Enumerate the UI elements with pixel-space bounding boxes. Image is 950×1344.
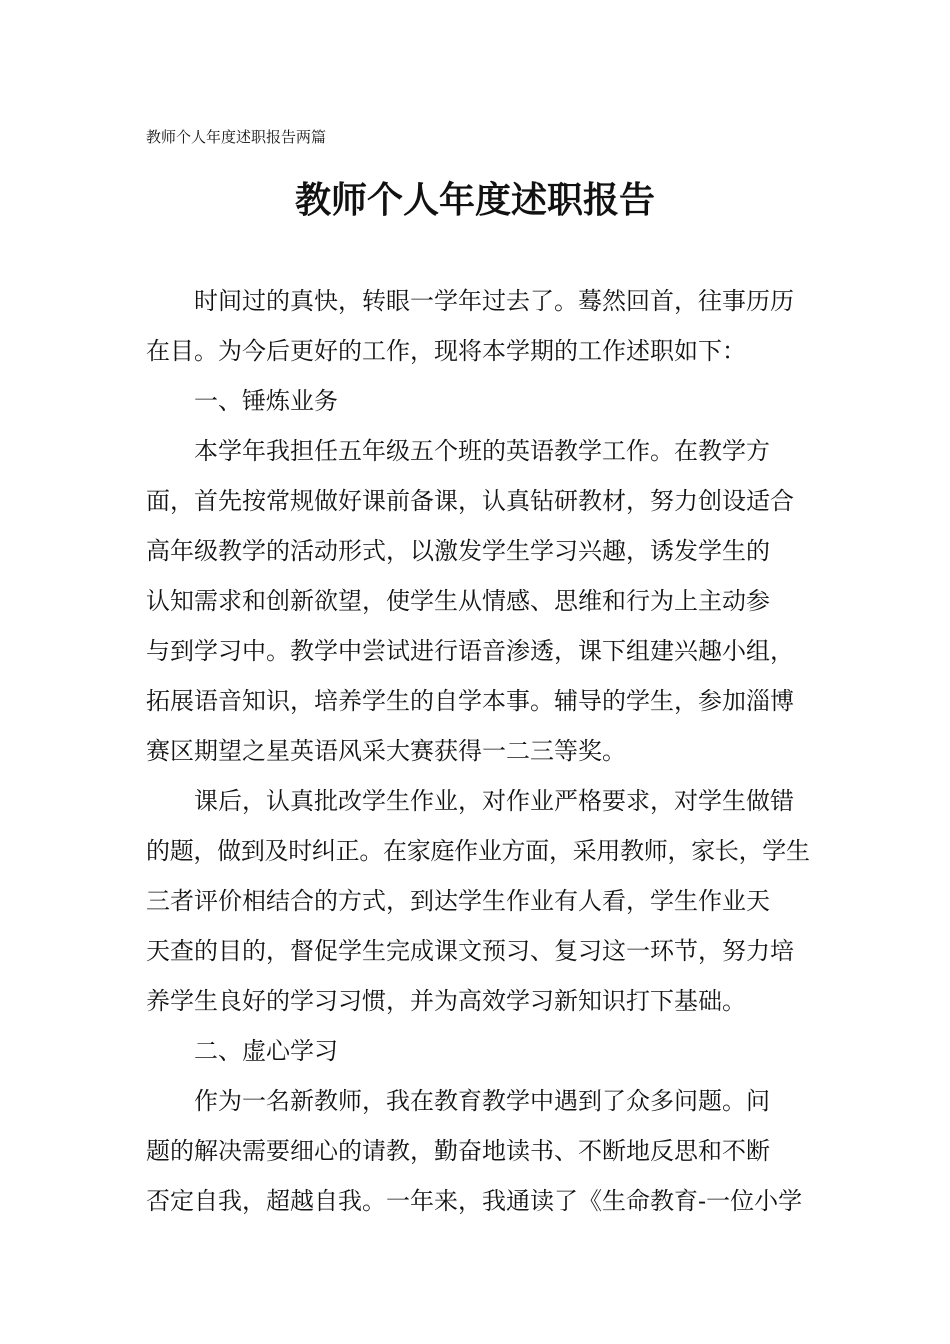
text-line: 的题，做到及时纠正。在家庭作业方面，采用教师，家长，学生 (146, 837, 810, 865)
text-line: 题的解决需要细心的请教，勤奋地读书、不断地反思和不断 (146, 1137, 770, 1165)
text-line: 面，首先按常规做好课前备课，认真钻研教材，努力创设适合 (146, 487, 794, 515)
text-line: 天查的目的，督促学生完成课文预习、复习这一环节，努力培 (146, 937, 794, 965)
text-line: 本学年我担任五年级五个班的英语教学工作。在教学方 (194, 437, 770, 465)
text-line: 时间过的真快，转眼一学年过去了。蓦然回首，往事历历 (194, 287, 794, 315)
text-line: 否定自我，超越自我。一年来，我通读了《生命教育-一位小学 (146, 1187, 803, 1215)
document-title: 教师个人年度述职报告 (294, 179, 655, 221)
text-line: 高年级教学的活动形式，以激发学生学习兴趣，诱发学生的 (146, 537, 770, 565)
text-line: 二、虚心学习 (194, 1037, 338, 1065)
text-line: 一、锤炼业务 (194, 387, 338, 415)
document-body (146, 276, 810, 1226)
text-line: 拓展语音知识，培养学生的自学本事。辅导的学生，参加淄博 (146, 687, 794, 715)
text-line: 与到学习中。教学中尝试进行语音渗透，课下组建兴趣小组， (146, 637, 794, 665)
text-line: 在目。为今后更好的工作，现将本学期的工作述职如下： (146, 337, 746, 365)
text-line: 作为一名新教师，我在教育教学中遇到了众多问题。问 (194, 1087, 770, 1115)
text-line: 课后，认真批改学生作业，对作业严格要求，对学生做错 (194, 787, 794, 815)
running-header: 教师个人年度述职报告两篇 (146, 128, 327, 146)
text-line: 三者评价相结合的方式，到达学生作业有人看，学生作业天 (146, 887, 770, 915)
text-line: 养学生良好的学习习惯，并为高效学习新知识打下基础。 (146, 987, 746, 1015)
text-line: 认知需求和创新欲望，使学生从情感、思维和行为上主动参 (146, 587, 770, 615)
text-line: 赛区期望之星英语风采大赛获得一二三等奖。 (146, 737, 626, 765)
